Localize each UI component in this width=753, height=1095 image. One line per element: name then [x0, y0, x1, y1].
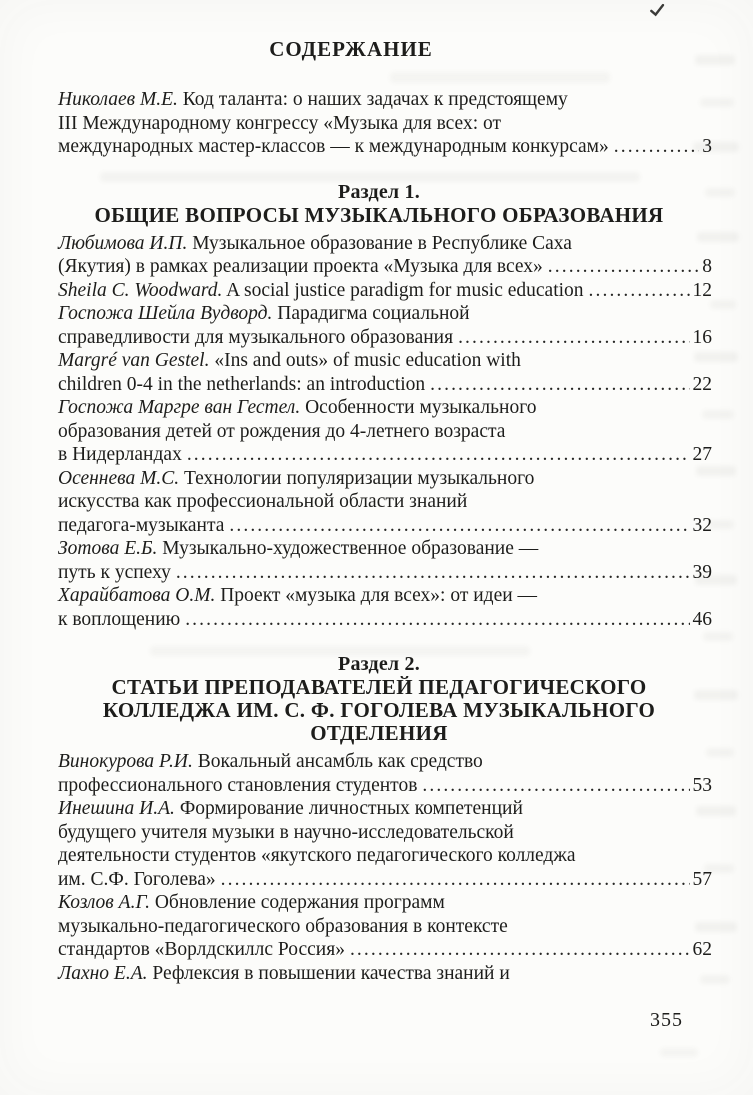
toc-page-ref: 57: [692, 868, 712, 890]
toc-line-text: Николаев М.Е. Код таланта: о наших задачах к предстоящему: [58, 89, 568, 110]
toc-line: [58, 962, 712, 986]
toc-entry-author: Госпожа Маргре ван Гестел.: [58, 397, 301, 418]
toc-entry: [58, 962, 712, 986]
toc-entry: [58, 232, 712, 279]
toc-line: [58, 938, 712, 962]
toc-line: [58, 514, 712, 538]
toc-line: [58, 797, 712, 821]
section-heading: [52, 181, 706, 227]
toc-entry-author: Любимова И.П.: [58, 232, 188, 254]
toc-line: [58, 279, 712, 303]
toc-entry-author: Лахно Е.А.: [58, 962, 148, 984]
dot-leader: [458, 326, 689, 350]
toc-line-text: Margré van Gestel. «Ins and outs» of music education with: [58, 350, 521, 371]
dot-leader: [229, 514, 689, 538]
toc-line-text: III Международному конгрессу «Музыка для всех: от: [58, 112, 502, 134]
toc-page-ref: 22: [692, 373, 712, 395]
toc-page-ref: 16: [692, 326, 712, 348]
toc-line-text: Sheila C. Woodward. A social justice paradigm for music education: [58, 279, 584, 301]
toc-line-text: к воплощению: [58, 608, 181, 630]
toc-line: [58, 844, 712, 868]
toc-line-text: музыкально-педагогического образования в контексте: [58, 915, 508, 937]
toc-line-text: путь к успеху: [58, 561, 171, 583]
toc-entry-author: Инешина И.А.: [58, 798, 175, 819]
toc-line-text: образования детей от рождения до 4-летнего возраста: [58, 420, 506, 442]
toc-line-text: деятельности студентов «якутского педагогического колледжа: [58, 845, 576, 866]
toc-line-text: Зотова Е.Б. Музыкально-художественное образование —: [58, 538, 539, 559]
dot-leader: [430, 373, 689, 397]
toc-line: [58, 537, 712, 561]
section-entries: [58, 232, 712, 632]
section-heading: [52, 653, 706, 745]
toc-line: [58, 373, 712, 397]
toc-page-ref: 39: [692, 561, 712, 583]
toc-entry: [58, 584, 712, 631]
dot-leader: [614, 135, 699, 159]
toc-line: [58, 302, 712, 326]
toc-entry: [58, 279, 712, 303]
toc-entry: [58, 797, 712, 891]
dot-leader: [589, 279, 690, 303]
toc-line: [58, 821, 712, 845]
toc-line-text: Госпожа Маргре ван Гестел. Особенности музыкального: [58, 397, 537, 418]
toc-line: [58, 326, 712, 350]
page-content: [58, 0, 712, 985]
toc-line-text: Инешина И.А. Формирование личностных компетенций: [58, 798, 523, 819]
toc-page-ref: 62: [692, 939, 712, 960]
toc-line: [58, 750, 712, 774]
section-heading-line: СТАТЬИ ПРЕПОДАВАТЕЛЕЙ ПЕДАГОГИЧЕСКОГО: [111, 675, 647, 699]
toc-line: [58, 232, 712, 256]
toc-line-text: Харайбатова О.М. Проект «музыка для всех»: от идеи —: [58, 585, 538, 606]
toc-entry-author: Николаев М.Е.: [58, 89, 178, 110]
section-heading-line: КОЛЛЕДЖА ИМ. С. Ф. ГОГОЛЕВА МУЗЫКАЛЬНОГО: [102, 698, 656, 722]
toc-entry-author: Козлов А.Г.: [58, 892, 150, 913]
toc-line: [58, 88, 712, 112]
dot-leader: [187, 443, 690, 467]
toc-line-text: искусства как профессиональной области знаний: [58, 491, 468, 512]
page-number: 355: [650, 1009, 683, 1031]
section-heading-line: ОБЩИЕ ВОПРОСЫ МУЗЫКАЛЬНОГО ОБРАЗОВАНИЯ: [94, 202, 664, 227]
section-entries: [58, 88, 712, 159]
toc-page-ref: 3: [702, 136, 712, 157]
section-heading-line: Раздел 2.: [338, 653, 420, 675]
toc-page-ref: 27: [692, 444, 712, 465]
toc-line: [58, 255, 712, 279]
toc-page-ref: 46: [692, 608, 712, 630]
section-heading-line: ОТДЕЛЕНИЯ: [310, 721, 448, 745]
dot-leader: [176, 561, 690, 585]
toc-line-text: в Нидерландах: [58, 444, 182, 465]
toc-line-text: Винокурова Р.И. Вокальный ансамбль как средство: [58, 751, 483, 772]
toc-line: [58, 561, 712, 585]
toc-page-ref: 8: [702, 256, 712, 277]
toc-line-text: педагога-музыканта: [58, 514, 225, 536]
bleedthrough-smudge: [660, 1048, 698, 1057]
toc-entry: [58, 750, 712, 797]
section-entries: [58, 750, 712, 985]
toc-line: [58, 490, 712, 514]
toc-line-text: Госпожа Шейла Вудворд. Парадигма социальной: [58, 303, 470, 324]
toc-line: [58, 774, 712, 798]
toc-line-text: children 0-4 in the netherlands: an introduction: [58, 373, 426, 395]
toc-line-text: стандартов «Ворлдскиллс Россия»: [58, 939, 345, 960]
table-of-contents: [58, 88, 712, 985]
toc-line: [58, 135, 712, 159]
section-heading-line: Раздел 1.: [338, 180, 420, 203]
dot-leader: [422, 774, 689, 798]
toc-line: [58, 584, 712, 608]
toc-line: [58, 420, 712, 444]
toc-line: [58, 868, 712, 892]
toc-page-ref: 32: [692, 514, 712, 536]
toc-line: [58, 112, 712, 136]
toc-line: [58, 349, 712, 373]
toc-line: [58, 396, 712, 420]
toc-line: [58, 891, 712, 915]
toc-line-text: справедливости для музыкального образования: [58, 326, 454, 348]
toc-line-text: (Якутия) в рамках реализации проекта «Музыка для всех»: [58, 256, 543, 277]
toc-line-text: Козлов А.Г. Обновление содержания программ: [58, 892, 445, 913]
toc-entry: [58, 88, 712, 159]
toc-entry-author: Sheila C. Woodward.: [58, 279, 223, 301]
toc-line-text: профессионального становления студентов: [58, 774, 418, 796]
toc-entry-author: Margré van Gestel.: [58, 350, 210, 371]
dot-leader: [185, 608, 689, 632]
toc-entry: [58, 467, 712, 538]
toc-entry-author: Зотова Е.Б.: [58, 538, 158, 559]
toc-entry-author: Винокурова Р.И.: [58, 751, 193, 772]
dot-leader: [350, 938, 690, 962]
toc-entry: [58, 537, 712, 584]
toc-entry: [58, 396, 712, 467]
toc-line: [58, 608, 712, 632]
toc-line: [58, 467, 712, 491]
toc-entry: [58, 302, 712, 349]
toc-line-text: Любимова И.П. Музыкальное образование в Республике Саха: [58, 232, 572, 254]
toc-line-text: будущего учителя музыки в научно-исследовательской: [58, 821, 514, 843]
page-title: СОДЕРЖАНИЕ: [269, 37, 433, 61]
toc-line-text: международных мастер-классов — к международным конкурсам»: [58, 136, 609, 157]
toc-line-text: Лахно Е.А. Рефлексия в повышении качества знаний и: [58, 962, 510, 984]
bleedthrough-smudge: [710, 300, 736, 309]
toc-line: [58, 443, 712, 467]
toc-entry-author: Госпожа Шейла Вудворд.: [58, 303, 273, 324]
toc-entry: [58, 891, 712, 962]
toc-entry-author: Харайбатова О.М.: [58, 585, 216, 606]
dot-leader: [221, 868, 690, 892]
toc-line-text: Осеннева М.С. Технологии популяризации музыкального: [58, 467, 535, 489]
toc-page-ref: 53: [692, 774, 712, 796]
toc-entry-author: Осеннева М.С.: [58, 467, 180, 489]
dot-leader: [548, 255, 699, 279]
toc-line-text: им. С.Ф. Гоголева»: [58, 868, 216, 890]
toc-entry: [58, 349, 712, 396]
toc-line: [58, 915, 712, 939]
toc-page-ref: 12: [692, 279, 712, 301]
